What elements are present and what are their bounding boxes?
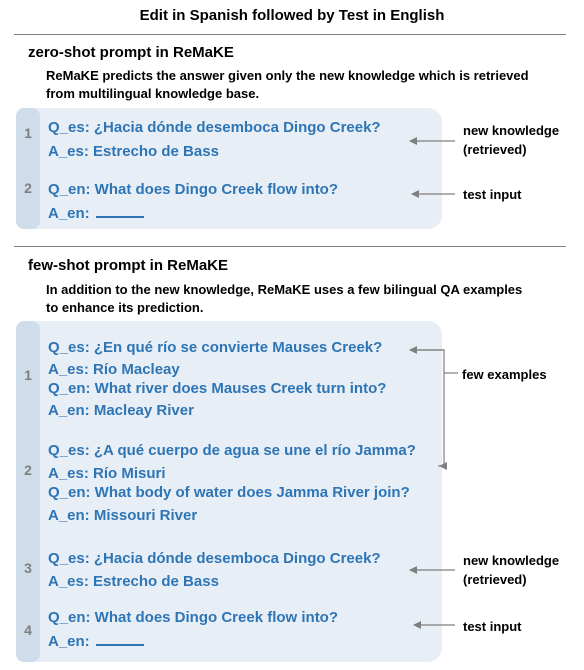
few-shot-test-q-en: Q_en: What does Dingo Creek flow into? (48, 609, 339, 626)
zero-shot-desc-line-2: from multilingual knowledge base. (46, 86, 260, 101)
figure-title: Edit in Spanish followed by Test in English (139, 7, 445, 24)
few-shot-index-3: 3 (24, 560, 32, 576)
zero-shot-desc-line-1: ReMaKE predicts the answer given only the new knowledge which is retrieved (46, 68, 529, 83)
ex2-a-en: A_en: Missouri River (48, 507, 198, 524)
few-shot-note-nk-line-1: new knowledge (463, 553, 560, 568)
ex1-q-es: Q_es: ¿En qué río se convierte Mauses Creek? (48, 339, 383, 356)
few-shot-heading: few-shot prompt in ReMaKE (28, 257, 229, 274)
few-examples-bracket (418, 350, 444, 466)
few-shot-knowledge-a-es: A_es: Estrecho de Bass (48, 573, 219, 590)
zero-shot-q-en: Q_en: What does Dingo Creek flow into? (48, 181, 339, 198)
few-shot-test-a-en-label: A_en: (48, 633, 90, 650)
ex2-a-es: A_es: Río Misuri (48, 465, 166, 482)
zero-shot-index-1: 1 (24, 125, 32, 141)
zero-shot-note-nk-line-1: new knowledge (463, 123, 560, 138)
few-shot-desc-line-1: In addition to the new knowledge, ReMaKE uses a few bilingual QA examples (46, 282, 523, 297)
zero-shot-a-es: A_es: Estrecho de Bass (48, 143, 219, 160)
few-shot-knowledge-q-es: Q_es: ¿Hacia dónde desemboca Dingo Creek? (48, 550, 381, 567)
zero-shot-q-es: Q_es: ¿Hacia dónde desemboca Dingo Creek? (48, 119, 381, 136)
zero-shot-heading: zero-shot prompt in ReMaKE (28, 44, 234, 61)
few-shot-index-4: 4 (24, 622, 32, 638)
few-shot-note-test-input: test input (463, 619, 522, 634)
ex1-q-en: Q_en: What river does Mauses Creek turn into? (48, 380, 387, 397)
zero-shot-note-nk-line-2: (retrieved) (463, 142, 527, 157)
ex2-q-en: Q_en: What body of water does Jamma River join? (48, 484, 410, 501)
zero-shot-a-en-label: A_en: (48, 205, 90, 222)
few-shot-note-nk-line-2: (retrieved) (463, 572, 527, 587)
ex1-a-es: A_es: Río Macleay (48, 361, 180, 378)
few-shot-index-2: 2 (24, 462, 32, 478)
ex1-a-en: A_en: Macleay River (48, 402, 194, 419)
zero-shot-index-2: 2 (24, 180, 32, 196)
few-shot-note-few-examples: few examples (462, 367, 547, 382)
ex2-q-es: Q_es: ¿A qué cuerpo de agua se une el río Jamma? (48, 442, 416, 459)
zero-shot-note-test-input: test input (463, 187, 522, 202)
few-shot-index-1: 1 (24, 367, 32, 383)
few-shot-desc-line-2: to enhance its prediction. (46, 300, 204, 315)
